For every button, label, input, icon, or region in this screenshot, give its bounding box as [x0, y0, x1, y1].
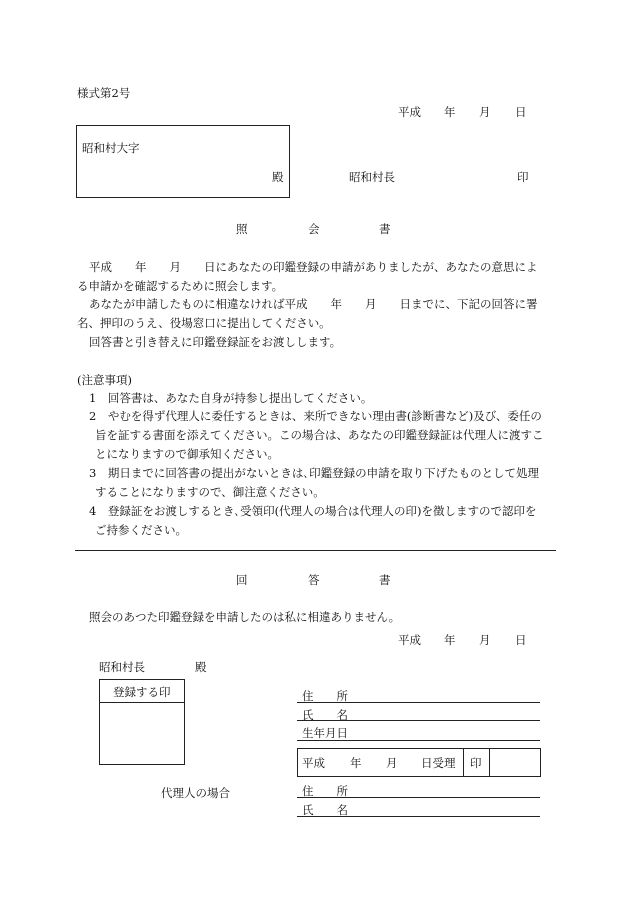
form-number: 様式第2号: [77, 86, 131, 100]
reply-mayor-title: 昭和村長: [99, 660, 145, 674]
receipt-year: 年: [350, 756, 362, 770]
reply-date-year: 年: [444, 633, 456, 647]
applicant-address-line[interactable]: [297, 702, 540, 703]
inquiry-title-3: 書: [379, 222, 391, 236]
inquiry-line-3: あなたが申請したものに相違なければ平成 年 月 日までに、下記の回答に署: [89, 297, 538, 311]
receipt-divider-2: [489, 748, 490, 777]
note-item-2b: 旨を証する書面を添えてください。この場合は、あなたの印鑑登録証は代理人に渡すこ: [95, 428, 544, 442]
receipt-divider-1: [463, 748, 464, 777]
date-year: 年: [444, 105, 456, 119]
receipt-month: 月: [386, 756, 398, 770]
mayor-title: 昭和村長: [349, 170, 395, 184]
date-month: 月: [479, 105, 491, 119]
registered-seal-label: 登録する印: [113, 685, 171, 699]
seal-box-divider: [99, 702, 185, 703]
reply-date-month: 月: [479, 633, 491, 647]
applicant-name-line[interactable]: [297, 720, 540, 721]
note-item-2c: とになりますので御承知ください。: [95, 447, 279, 461]
receipt-box: [297, 748, 541, 777]
reply-title-3: 書: [379, 573, 391, 587]
note-item-2a: 2 やむを得ず代理人に委任するときは、来所できない理由書(診断書など)及び、委任の: [89, 409, 542, 423]
applicant-address-label: 住 所: [302, 689, 348, 703]
notes-heading: (注意事項): [77, 373, 132, 387]
applicant-birthdate-line[interactable]: [297, 740, 540, 741]
note-item-1: 1 回答書は、あなた自身が持参し提出してください。: [89, 391, 373, 405]
note-item-4a: 4 登録証をお渡しするとき､受領印(代理人の場合は代理人の印)を徴しますので認印を: [89, 504, 537, 518]
addressee-honorific: 殿: [272, 170, 284, 184]
section-divider: [75, 550, 556, 551]
reply-date-era: 平成: [398, 633, 421, 647]
reply-statement: 照会のあつた印鑑登録を申請したのは私に相違ありません。: [89, 610, 401, 624]
agent-address-label: 住 所: [302, 784, 348, 798]
date-era: 平成: [398, 105, 421, 119]
receipt-era: 平成: [302, 756, 325, 770]
receipt-seal: 印: [470, 756, 482, 770]
date-day: 日: [515, 105, 527, 119]
note-item-4b: ご持参ください。: [95, 523, 187, 537]
applicant-name-label: 氏 名: [302, 708, 348, 722]
inquiry-line-1: 平成 年 月 日にあなたの印鑑登録の申請がありましたが、あなたの意思によ: [89, 260, 538, 274]
agent-name-label: 氏 名: [302, 803, 348, 817]
reply-mayor-honorific: 殿: [195, 660, 207, 674]
addressee-box: [76, 125, 290, 198]
inquiry-line-5: 回答書と引き替えに印鑑登録証をお渡しします。: [89, 335, 342, 349]
reply-title-2: 答: [308, 573, 320, 587]
mayor-seal: 印: [517, 170, 529, 184]
agent-address-line[interactable]: [297, 797, 540, 798]
receipt-day-received: 日受理: [421, 756, 456, 770]
note-item-3a: 3 期日までに回答書の提出がないときは､印鑑登録の申請を取り下げたものとして処理: [89, 466, 540, 480]
inquiry-line-4: 名、押印のうえ、役場窓口に提出してください。: [77, 316, 331, 330]
inquiry-title-1: 照: [236, 222, 248, 236]
note-item-3b: することになりますので、御注意ください。: [95, 485, 325, 499]
applicant-birthdate-label: 生年月日: [302, 726, 348, 740]
reply-title-1: 回: [236, 573, 248, 587]
agent-name-line[interactable]: [297, 816, 540, 817]
reply-date-day: 日: [515, 633, 527, 647]
addressee-village: 昭和村大字: [82, 141, 140, 155]
agent-label: 代理人の場合: [161, 786, 230, 800]
inquiry-title-2: 会: [308, 222, 320, 236]
inquiry-line-2: る申請かを確認するために照会します。: [77, 279, 284, 293]
